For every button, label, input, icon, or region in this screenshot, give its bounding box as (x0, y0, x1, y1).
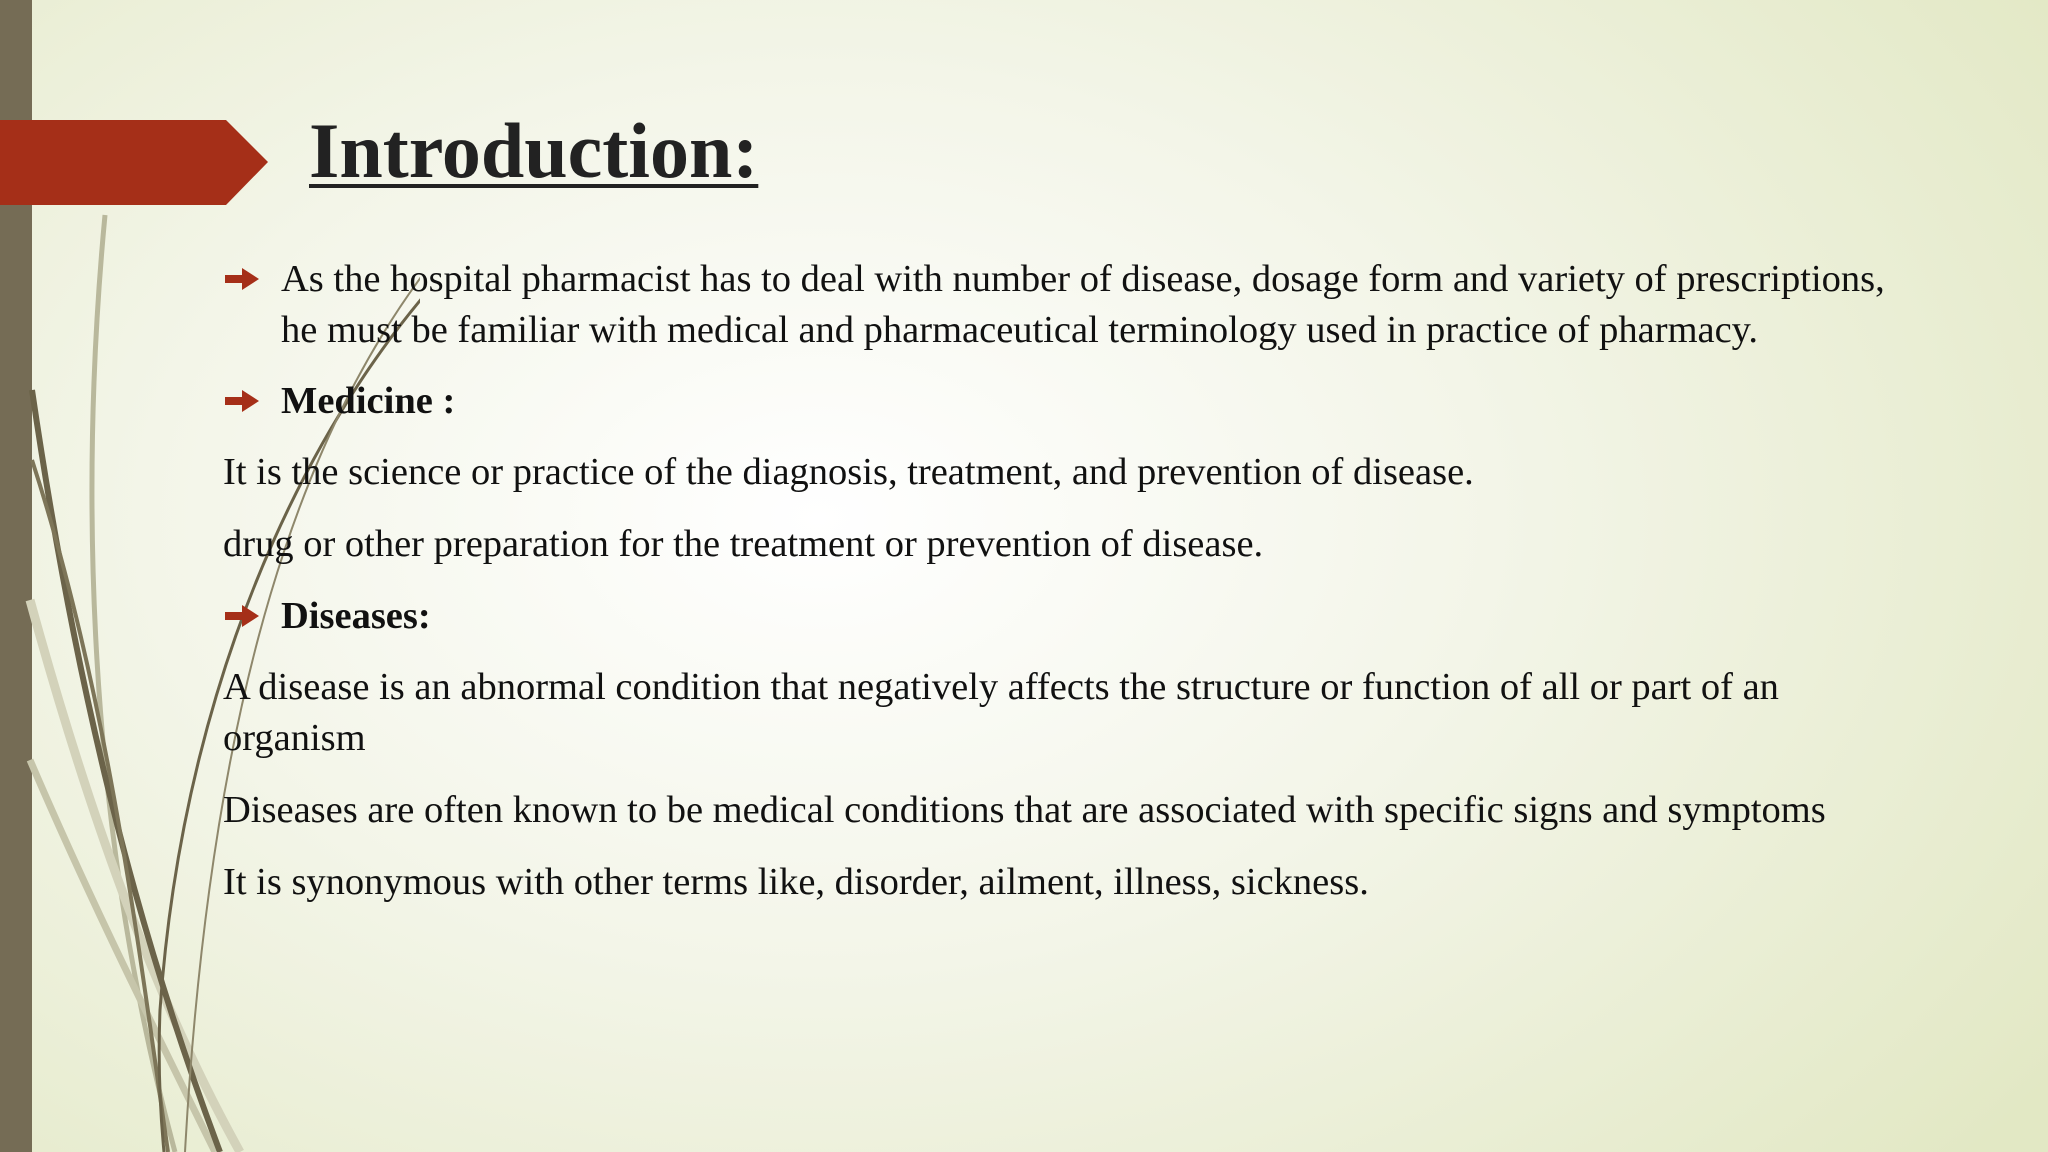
right-arrow-icon (225, 390, 259, 412)
paragraph-medicine-drug: drug or other preparation for the treatment or prevention of disease. (223, 523, 1264, 565)
slide-title: Introduction: (309, 107, 759, 194)
paragraph-disease-definition: A disease is an abnormal condition that negatively affects the structure or function of all or part of an organism (223, 666, 1779, 759)
title-marker-chevron (0, 120, 270, 205)
bullet-item-diseases (223, 591, 1903, 642)
right-arrow-icon (225, 605, 259, 627)
slide-content (223, 254, 1903, 929)
bullet-heading-medicine: Medicine : (281, 380, 456, 422)
paragraph-disease-conditions: Diseases are often known to be medical conditions that are associated with specific signs and symptoms (223, 789, 1826, 831)
bullet-text: As the hospital pharmacist has to deal with number of disease, dosage form and variety of prescriptions, he must be familiar with medical and pharmaceutical terminology used in practice of pharmacy. (281, 258, 1885, 351)
bullet-item-medicine (223, 376, 1903, 427)
paragraph-medicine-definition: It is the science or practice of the diagnosis, treatment, and prevention of disease. (223, 451, 1474, 493)
bullet-item (223, 254, 1903, 356)
paragraph-disease-synonyms: It is synonymous with other terms like, disorder, ailment, illness, sickness. (223, 861, 1369, 903)
bullet-heading-diseases: Diseases: (281, 595, 431, 637)
right-arrow-icon (225, 268, 259, 290)
